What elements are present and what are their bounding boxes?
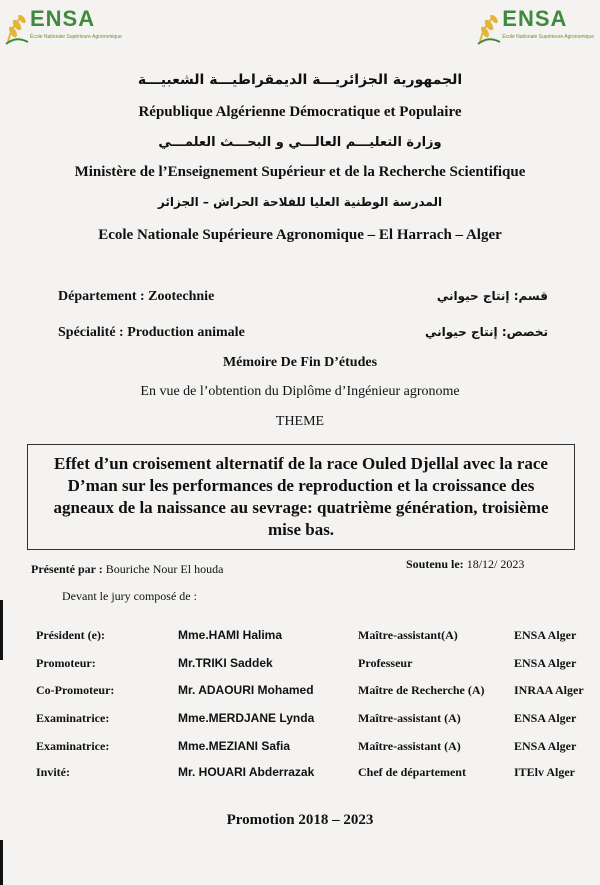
- binding-mark: [0, 840, 3, 885]
- binding-mark: [0, 600, 3, 660]
- department-label-ar: قسم: إنتاج حيواني: [436, 289, 548, 303]
- ministry-french: Ministère de l’Enseignement Supérieur et de la Recherche Scientifique: [74, 164, 526, 180]
- ensa-logo-left: [4, 8, 122, 46]
- promotion: Promotion 2018 – 2023: [226, 812, 374, 828]
- speciality-label-fr: Spécialité : Production animale: [58, 325, 245, 340]
- jury-name: Mr.TRIKI Saddek: [178, 656, 273, 670]
- jury-name: Mme.MEZIANI Safia: [178, 739, 291, 753]
- jury-institution: ENSA Alger: [514, 628, 577, 642]
- theme-box: [27, 444, 575, 550]
- jury-role: Président (e):: [36, 628, 105, 642]
- jury-name: Mme.MERDJANE Lynda: [178, 711, 315, 725]
- jury-name: Mr. ADAOURI Mohamed: [178, 683, 314, 697]
- logo-name: ENSA: [502, 6, 568, 31]
- department-row: [58, 289, 548, 305]
- logo-subtitle: École Nationale Supérieure Agronomique: [30, 34, 122, 40]
- memoire-title: Mémoire De Fin D’études: [222, 355, 378, 370]
- wheat-icon: [4, 8, 30, 46]
- defended-label: Soutenu le:: [406, 557, 464, 571]
- defended-date: 18/12/ 2023: [466, 557, 525, 571]
- jury-name: Mr. HOUARI Abderrazak: [178, 765, 315, 779]
- wheat-icon: [476, 8, 502, 46]
- logo-name: ENSA: [30, 6, 96, 31]
- jury-title: Professeur: [358, 656, 413, 670]
- theme-label: THEME: [275, 414, 325, 429]
- presented-name: Bouriche Nour El houda: [105, 562, 224, 576]
- memoire-purpose: En vue de l’obtention du Diplôme d’Ingénieur agronome: [140, 384, 460, 399]
- defended-on: [406, 557, 524, 572]
- jury-row: [0, 656, 600, 676]
- jury-institution: ENSA Alger: [514, 656, 577, 670]
- speciality-row: [58, 325, 548, 341]
- jury-institution: ENSA Alger: [514, 711, 577, 725]
- jury-role: Examinatrice:: [36, 739, 110, 753]
- presented-by: [31, 562, 223, 577]
- jury-title: Chef de département: [358, 765, 466, 779]
- jury-name: Mme.HAMI Halima: [178, 628, 283, 642]
- presented-label: Présenté par :: [31, 562, 103, 576]
- jury-row: [0, 683, 600, 703]
- republic-arabic: الجمهورية الجزائريـــة الديمقراطيـــة الشعبيـــة: [137, 72, 463, 88]
- jury-row: [0, 628, 600, 648]
- jury-row: [0, 765, 600, 785]
- ministry-arabic: وزارة التعليـــم العالـــي و البحـــث العلمـــي: [158, 135, 442, 150]
- jury-institution: INRAA Alger: [514, 683, 584, 697]
- jury-role: Co-Promoteur:: [36, 683, 115, 697]
- school-arabic: المدرسة الوطنية العليا للفلاحة الحراش – الجزائر: [157, 195, 443, 209]
- jury-row: [0, 711, 600, 731]
- jury-title: Maître-assistant (A): [358, 739, 461, 753]
- jury-title: Maître-assistant(A): [358, 628, 458, 642]
- jury-title: Maître-assistant (A): [358, 711, 461, 725]
- jury-row: [0, 739, 600, 759]
- jury-title: Maître de Recherche (A): [358, 683, 485, 697]
- jury-intro: Devant le jury composé de :: [62, 589, 197, 603]
- jury-role: Invité:: [36, 765, 70, 779]
- school-french: Ecole Nationale Supérieure Agronomique – El Harrach – Alger: [98, 227, 502, 243]
- jury-role: Promoteur:: [36, 656, 96, 670]
- jury-institution: ENSA Alger: [514, 739, 577, 753]
- ensa-logo-right: [476, 8, 594, 46]
- republic-french: République Algérienne Démocratique et Populaire: [138, 104, 462, 120]
- jury-role: Examinatrice:: [36, 711, 110, 725]
- logo-subtitle: École Nationale Supérieure Agronomique: [502, 34, 594, 40]
- department-label-fr: Département : Zootechnie: [58, 289, 215, 304]
- jury-institution: ITElv Alger: [514, 765, 576, 779]
- theme-text: Effet d’un croisement alternatif de la race Ouled Djellal avec la race D’man sur les performances de reproduction et la croissance des agneaux de la naissance au sevrage: quatrième génération, troisième mise bas.: [53, 454, 549, 539]
- speciality-label-ar: تخصص: إنتاج حيواني: [424, 325, 548, 339]
